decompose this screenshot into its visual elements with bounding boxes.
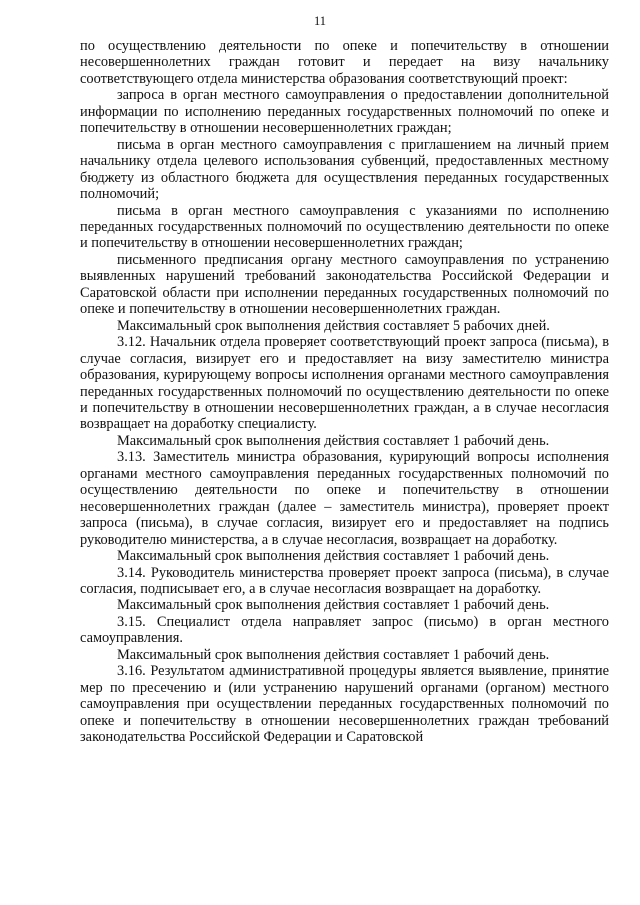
page-number: 11 <box>313 14 327 28</box>
document-body <box>80 38 609 745</box>
paragraph: 3.14. Руководитель министерства проверяет проект запроса (письма), в случае согласия, подписывает его, а в случае несогласия возвращает на доработку. <box>80 564 609 597</box>
paragraph: Максимальный срок выполнения действия составляет 1 рабочий день. <box>117 548 550 565</box>
paragraph: письма в орган местного самоуправления с указаниями по исполнению переданных государственных полномочий по осуществлению деятельности по опеке и попечительству в отношении несовершеннолетних граждан; <box>80 202 609 252</box>
paragraph: Максимальный срок выполнения действия составляет 1 рабочий день. <box>117 646 550 663</box>
paragraph: Максимальный срок выполнения действия составляет 1 рабочий день. <box>117 597 550 614</box>
paragraph: 3.16. Результатом административной процедуры является выявление, принятие мер по пресечению и (или устранению нарушений органами (органом) местного самоуправления при осуществлении переданных государственных полномочий по опеке и попечительству в отношении несовершеннолетних граждан требований законодательства Российской Федерации и Саратовской <box>80 663 609 746</box>
paragraph: запроса в орган местного самоуправления о предоставлении дополнительной информации по исполнению переданных государственных полномочий по опеке и попечительству в отношении несовершеннолетних граждан; <box>80 87 609 137</box>
paragraph: 3.15. Специалист отдела направляет запрос (письмо) в орган местного самоуправления. <box>80 613 609 647</box>
paragraph: письма в орган местного самоуправления с приглашением на личный прием начальнику отдела целевого использования субвенций, предоставленных местному бюджету из областного бюджета для осуществления переданных государственных полномочий; <box>80 136 609 203</box>
paragraph: 3.12. Начальник отдела проверяет соответствующий проект запроса (письма), в случае согласия, визирует его и предоставляет на визу заместителю министра образования, курирующему вопросы исполнения органами местного самоуправления переданных государственных полномочий по осуществлению деятельности по опеке и попечительству в отношении несовершеннолетних граждан, а в случае несогласия возвращает на доработку специалисту. <box>80 334 609 433</box>
paragraph: Максимальный срок выполнения действия составляет 1 рабочий день. <box>117 432 550 449</box>
paragraph: 3.13. Заместитель министра образования, курирующий вопросы исполнения органами местного самоуправления переданных государственных полномочий по осуществлению деятельности по опеке и попечительству в отношении несовершеннолетних граждан (далее – заместитель министра), проверяет проект запроса (письма), в случае согласия, визирует его и предоставляет на подпись руководителю министерства, а в случае несогласия, возвращает на доработку. <box>80 449 609 548</box>
paragraph: по осуществлению деятельности по опеке и попечительству в отношении несовершеннолетних граждан готовит и передает на визу начальнику соответствующего отдела министерства образования соответствующий проект: <box>80 38 609 87</box>
paragraph: Максимальный срок выполнения действия составляет 5 рабочих дней. <box>117 317 550 334</box>
paragraph: письменного предписания органу местного самоуправления по устранению выявленных нарушений требований законодательства Российской Федерации и Саратовской области при исполнении переданных государственных полномочий по опеке и попечительству в отношении несовершеннолетних граждан. <box>80 251 609 318</box>
